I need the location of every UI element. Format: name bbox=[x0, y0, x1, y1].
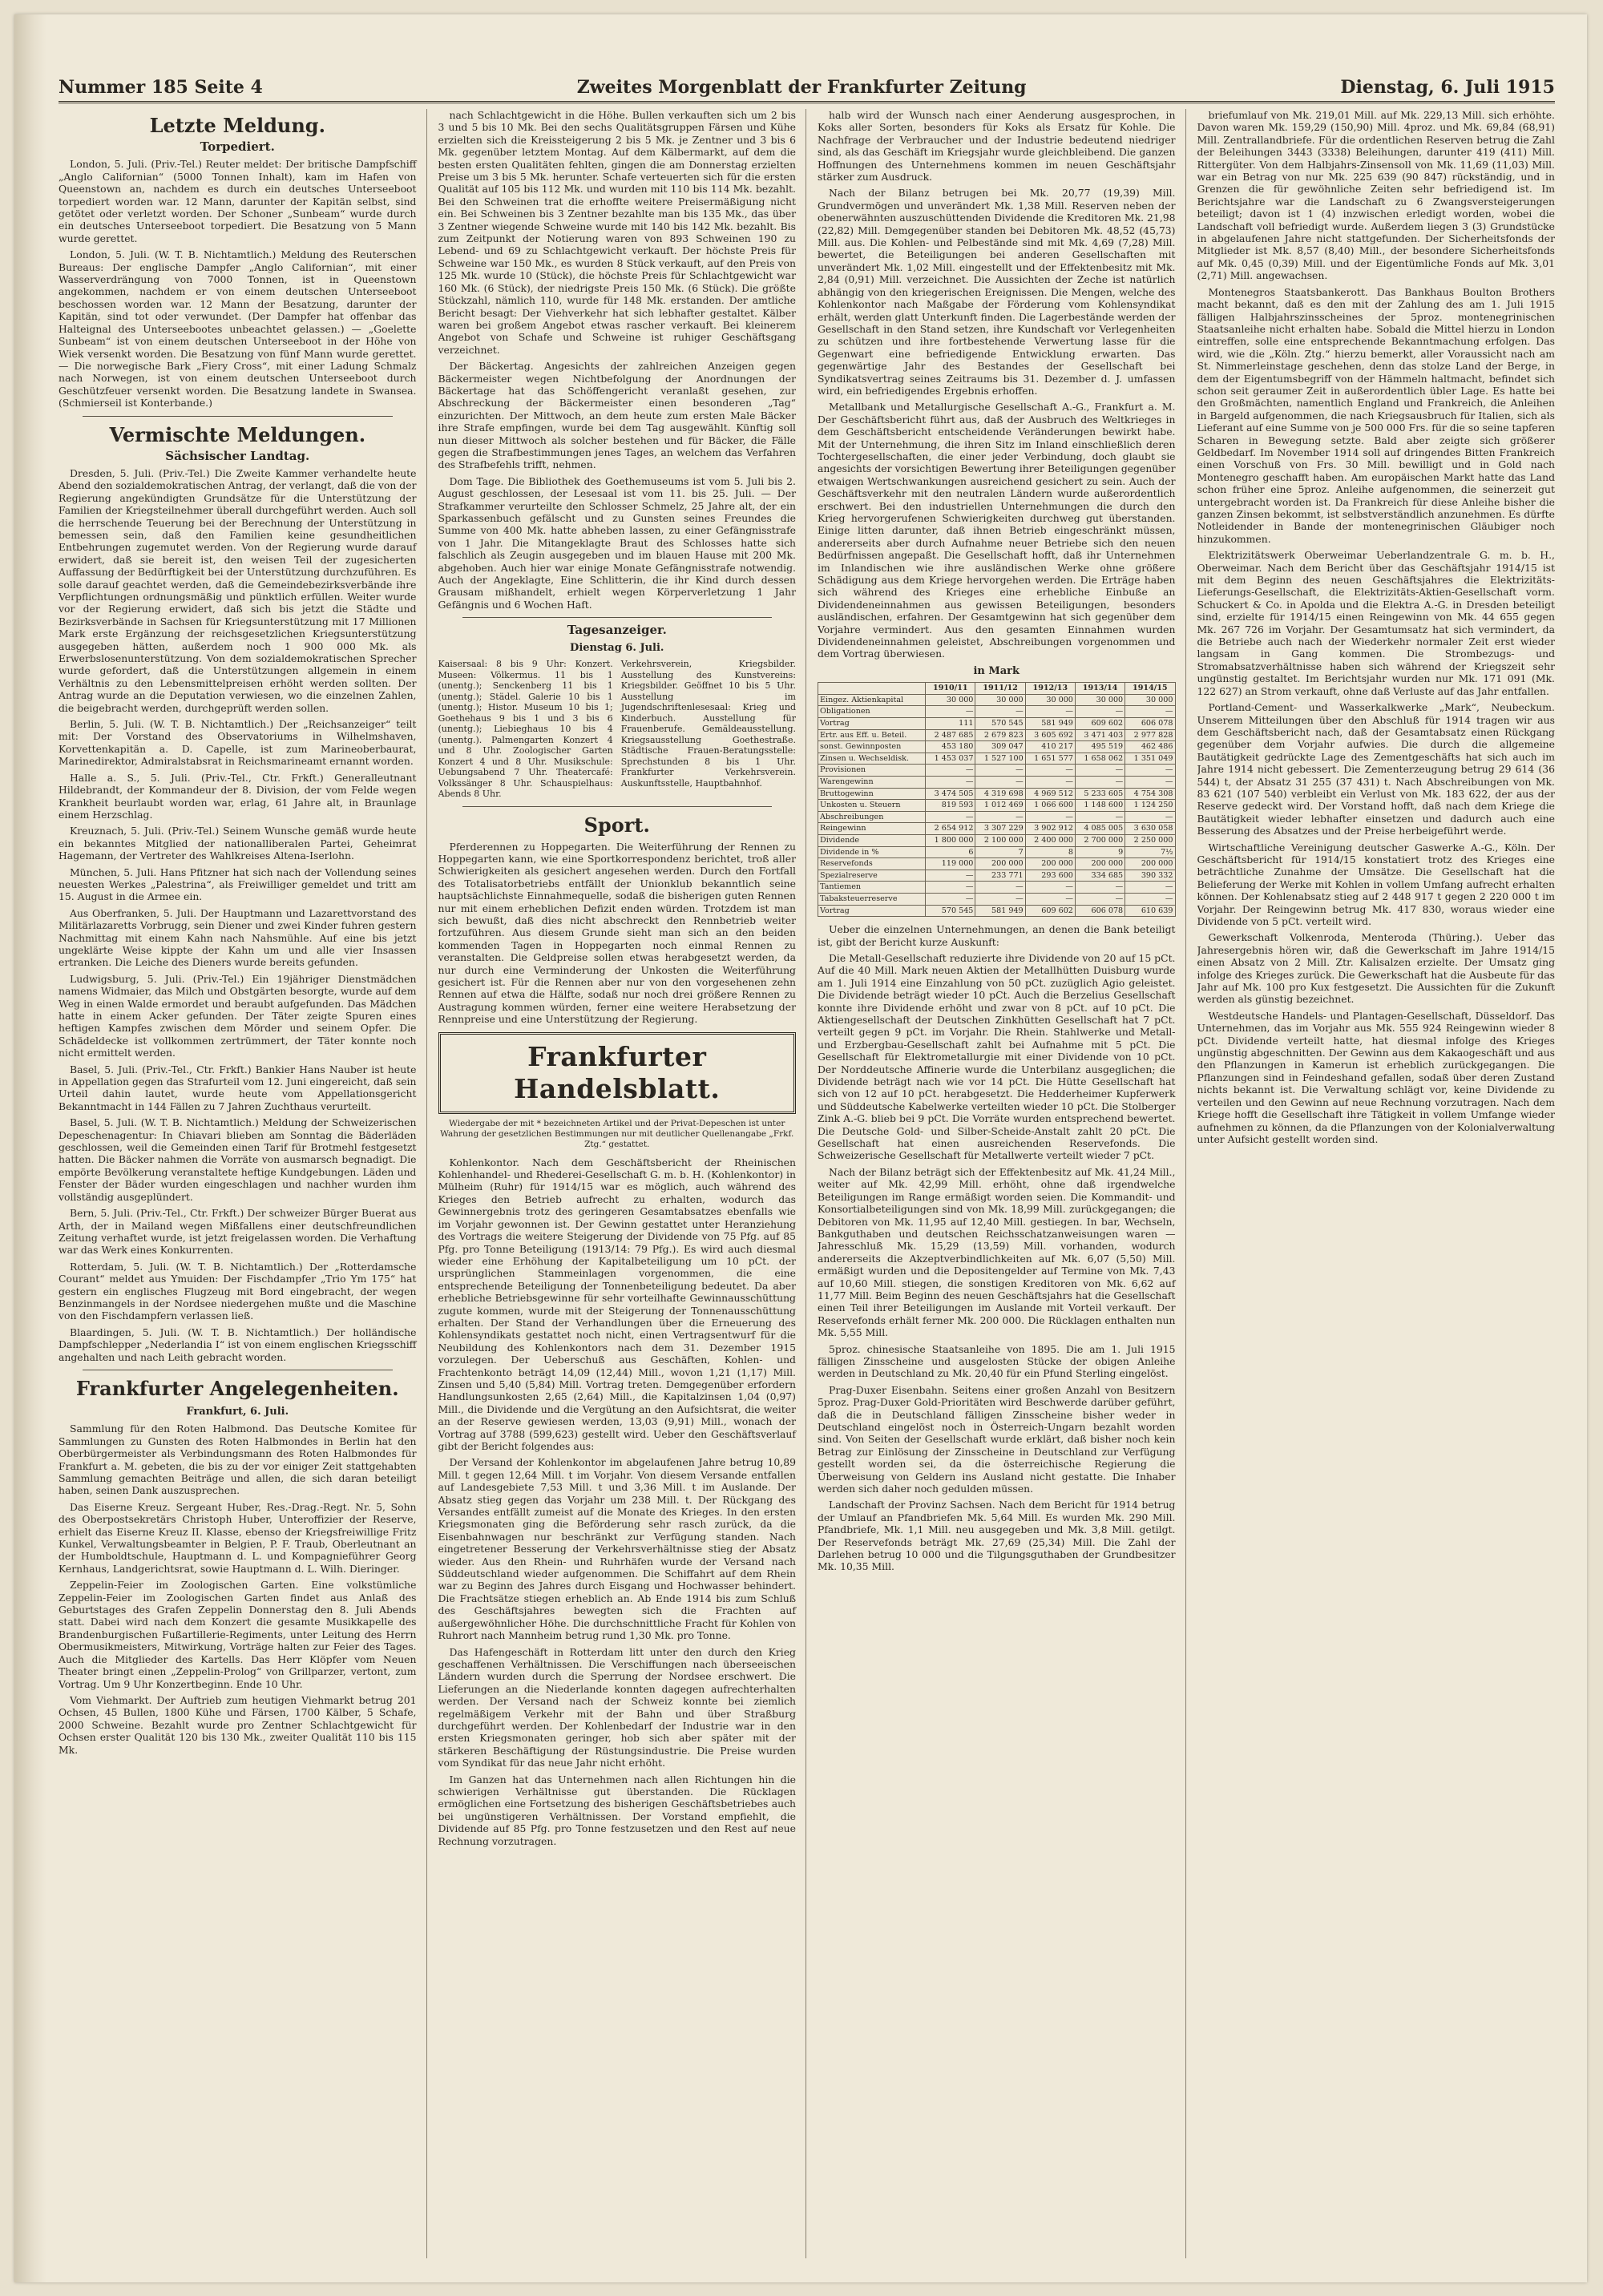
table-cell: 5 233 605 bbox=[1075, 788, 1125, 800]
table-cell: 2 100 000 bbox=[975, 835, 1025, 847]
table-cell: 3 605 692 bbox=[1025, 729, 1075, 741]
page-binding-shadow bbox=[14, 14, 46, 2282]
table-row bbox=[818, 870, 1176, 882]
table-cell: — bbox=[1025, 777, 1075, 789]
article-paragraph: Nach der Bilanz betrugen bei Mk. 20,77 (19,39) Mill. Grundvermögen und unverändert Mk. 1,38 Mill. Reserven neben der obenerwähnten auszuschüttenden Dividende die Kreditoren Mk. 21,98 (22,82) Mill. Demgegenüber standen bei Debitoren Mk. 48,52 (45,73) Mill. aus. Die Kohlen- und Pelbestände sind mit Mk. 4,69 (7,28) Mill. bewertet, die Beteiligungen bei anderen Gesellschaften mit unverändert Mk. 1,02 Mill. eingestellt und der Effektenbesitz mit Mk. 2,84 (0,91) Mill. verzeichnet. Die Aussichten der Zeche ist natürlich abhängig von den kriegerischen Ereignissen. Die Mengen, welche des Kohlenkontor nach Maßgabe der Förderung vom Kohlensyndikat erhält, werden glatt Unterkunft finden. Die Lagerbestände werden der Gesellschaft in den Stand setzen, ihre Kundschaft vor Verlegenheiten zu schützen und ihre fortbestehende Verwertung lasse für die Gegenwart eine befriedigende Entwicklung erwarten. Das gegenwärtige Jahr des Bestandes der Gesellschaft bei Syndikatsvertrag seines Zeitraums bis 31. Dezember d. J. umfassen wird, ein befriedigendes Ergebnis erhoffen. bbox=[818, 187, 1176, 397]
article-paragraph: Kreuznach, 5. Juli. (Priv.-Tel.) Seinem Wunsche gemäß wurde heute ein bekanntes Mitglied der nationalliberalen Partei, Geheimrat Hagemann, der Vertreter des Wahlkreises Altena-Iserlohn. bbox=[59, 825, 417, 862]
table-cell: 200 000 bbox=[975, 858, 1025, 870]
table-row bbox=[818, 846, 1176, 858]
table-cell: 1 800 000 bbox=[926, 835, 975, 847]
table-cell: 4 319 698 bbox=[975, 788, 1025, 800]
table-cell: 293 600 bbox=[1025, 870, 1075, 882]
table-row-label: Tabaksteuerreserve bbox=[818, 893, 926, 905]
table-cell: 570 545 bbox=[926, 905, 975, 917]
column-3 bbox=[818, 109, 1186, 2258]
table-cell: 2 487 685 bbox=[926, 729, 975, 741]
table-row bbox=[818, 858, 1176, 870]
table-header-cell: 1913/14 bbox=[1075, 683, 1125, 695]
article-paragraph: Bern, 5. Juli. (Priv.-Tel., Ctr. Frkft.) Der schweizer Bürger Buerat aus Arth, der in Mailand wegen Mißfallens einer deutschfreundlichen Zeitung verhaftet wurde, ist jetzt freigelassen worden. Die Verhaftung war das Werk eines Konkurrenten. bbox=[59, 1207, 417, 1257]
table-cell: — bbox=[926, 811, 975, 823]
article-paragraph: Gewerkschaft Volkenroda, Menteroda (Thüring.). Ueber das Jahresergebnis hören wir, daß die Gewerkschaft im Jahre 1914/15 einen Absatz von 2 Mill. Ztr. Kalisalzen erzielte. Der Umsatz ging infolge des Krieges zurück. Die Gewerkschaft hat die Ausbeute für das Jahr auf Mk. 100 pro Kux festgesetzt. Die Aussichten für die Zukunft werden als günstig bezeichnet. bbox=[1197, 931, 1555, 1006]
table-cell: — bbox=[1025, 706, 1075, 718]
article-paragraph: London, 5. Juli. (W. T. B. Nichtamtlich.) Meldung des Reuterschen Bureaus: Der englische Dampfer „Anglo Californian“, mit einer Wasserverdrängung von 7000 Tonnen, ist in Queenstown angekommen, nachdem er von einem deutschen Unterseeboot beschossen worden war. 12 Mann der Besatzung, darunter der Kapitän, sind tot oder verwundet. (Der Dampfer hat offenbar das Halteignal des Unterseebootes unbeachtet gelassen.) — „Goelette Sunbeam“ ist von einem deutschen Unterseeboot in der Höhe von Wiek versenkt worden. Die Besatzung von fünf Mann wurde gerettet. — Die norwegische Bark „Fiery Cross“, mit einer Ladung Schmalz nach Norwegen, ist von einem deutschen Unterseeboot durch Geschützfeuer versenkt worden. Die Besatzung landete in Swansea. (Schmierseil ist Konterbande.) bbox=[59, 248, 417, 410]
table-cell: — bbox=[975, 882, 1025, 894]
article-paragraph: Pferderennen zu Hoppegarten. Die Weiterführung der Rennen zu Hoppegarten kann, wie eine Sportkorrespondenz berichtet, troß aller Schwierigkeiten als gesichert angesehen werden. Durch den Fortfall des Totalisatorbetriebs entfällt der Unionklub bekanntlich seine hauptsächlichste Einnahmequelle, sodaß die bisherigen guten Rennen nur mit einem erheblichen Defizit enden würden. Trotzdem ist man sich bewußt, daß dies nicht abschreckt den Rennbetrieb weiter fortzuführen. Aus diesem Grunde sieht man sich an den beiden kommenden Tagen in Hoppegarten noch einmal Rennen zu veranstalten. Die Geldpreise sollen etwas herabgesetzt werden, da nur durch eine Verminderung der Unkosten die Weiterführung gesichert ist. Für die Rennen aber nur von den vorgesehenen zehn Rennen auf etwa die Hälfte, sodaß nur noch drei größere Rennen zu Austragung kommen würden, ferner eine weitere Herabsetzung der Rennpreise und eine Unterstützung der Regierung. bbox=[438, 840, 796, 1026]
article-paragraph: Kohlenkontor. Nach dem Geschäftsbericht der Rheinischen Kohlenhandel- und Rhederei-Gesellschaft G. m. b. H. (Kohlenkontor) in Mülheim (Ruhr) für 1914/15 war es möglich, auch während des Krieges den Betrieb aufrecht zu erhalten, wodurch das Gewinnergebnis trotz des geringeren Gesamtabsatzes ebenfalls wie im Vorjahr gewonnen ist. Der Gewinn gestattet unter Heranziehung des Vortrags die weitere Steigerung der Dividende von 75 Pfg. auf 85 Pfg. pro Tonne Beteiligung (1913/14: 79 Pfg.). Es wird auch diesmal wieder eine Erhöhung der Kapitalbeteiligung um 10 pCt. der ursprünglichen Stammeinlagen vorgenommen, die eine entsprechende Beteiligung der Tonnenbeteiligung bedeutet. Da aber erhebliche Betriebsgewinne für sehr vorteilhafte Gewinnausschüttung zugute kommen, wurde mit der Steigerung der Tonnenausschüttung erhalten. Der Stand der Verhandlungen über die Erneuerung des Kohlensyndikats gestattet noch nicht, einen Vertragsentwurf für die Neubildung des Kohlenkontors nach dem 31. Dezember 1915 vorzulegen. Der Ueberschuß aus Geschäften, Kohlen- und Frachtenkonto beträgt 14,09 (12,44) Mill., wovon 1,21 (1,17) Mill. Zinsen und 5,40 (5,84) Mill. Vortrag treten. Demgegenüber erfordern Handlungsunkosten 2,65 (2,64) Mill., die Kapitalzinsen 1,04 (0,97) Mill., die Dividende und die Vergütung an den Aufsichtsrat, die weiter an der Reserve gewiesen werden, 13,03 (9,91) Mill., wonach der Vortrag auf 3788 (599,623) gestellt wird. Ueber den Geschäftsverlauf gibt der Bericht folgendes aus: bbox=[438, 1156, 796, 1452]
table-cell: — bbox=[975, 777, 1025, 789]
table-cell: — bbox=[1075, 882, 1125, 894]
article-paragraph: 5proz. chinesische Staatsanleihe von 1895. Die am 1. Juli 1915 fälligen Zinsscheine und ausgelosten Stücke der obigen Anleihe werden in Deutschland zu Mk. 20,40 für ein Pfund Sterling eingelöst. bbox=[818, 1342, 1176, 1380]
table-cell: 9 bbox=[1075, 846, 1125, 858]
divider bbox=[462, 806, 773, 807]
table-cell: 1 012 469 bbox=[975, 800, 1025, 812]
article-paragraph: nach Schlachtgewicht in die Höhe. Bullen verkauften sich um 2 bis 3 und 5 bis 10 Mk. Bei den sechs Qualitätsgruppen Färsen und Kühe erzielten sich die Kreissteigerung 2 bis 5 Mk. je Zentner und 3 bis 6 Mk. gegenüber letztem Montag. Auf dem Kälbermarkt, auf dem die besten ersten Qualitäten fehlten, gingen die am Donnerstag erzielten Preise um 3 bis 5 Mk. herunter. Schafe verteuerten sich für die ersten Qualität auf 105 bis 112 Mk. und wurden mit 110 bis 114 Mk. bezahlt. Bei den Schweinen trat die erhoffte weitere Preisermäßigung nicht ein. Bei Schweinen bis 3 Zentner bezahlte man bis 135 Mk., das über 3 Zentner wiegende Schweine wurde mit 140 bis 142 Mk. bezahlt. Bis zum Zeitpunkt der Notierung waren von 893 Schweinen 190 zu Lebend- und 69 zu Schlachtgewicht verkauft. Der höchste Preis für Schweine war 150 Mk., es wurden 8 Stück verkauft, auf den Preis von 125 Mk. wurde 10 (Stück), die höchste Preis für Schlachtgewicht war 160 Mk. (6 Stück), der niedrigste Preis 150 Mk. (6 Stück). Die größte Stückzahl, nämlich 110, wurde für 148 Mk. erstanden. Der amtliche Bericht besagt: Der Viehverkehr hat sich lebhafter gestaltet. Kälber waren bei großem Angebot etwas rascher verkauft. Bei kleinerem Angebot von Schafe und Schweine ist ruhiger Geschäftsgang verzeichnet. bbox=[438, 109, 796, 356]
table-cell: 606 078 bbox=[1125, 718, 1175, 730]
table-cell: 581 949 bbox=[975, 905, 1025, 917]
table-cell: — bbox=[1125, 765, 1175, 777]
table-cell: 570 545 bbox=[975, 718, 1025, 730]
header-masthead: Zweites Morgenblatt der Frankfurter Zeitung bbox=[576, 77, 1027, 98]
table-cell: 606 078 bbox=[1075, 905, 1125, 917]
article-paragraph: Montenegros Staatsbankerott. Das Bankhaus Boulton Brothers macht bekannt, daß es den mit der Zahlung des am 1. Juli 1915 fälligen Halbjahrszinsscheines der 5proz. montenegrinischen Staatsanleihe nicht erhalten habe. Sobald die Mittel hierzu in London eintreffen, solle eine entsprechende Bekanntmachung erfolgen. Das wird, wie die „Köln. Ztg.“ hierzu bemerkt, aller Voraussicht nach am St. Nimmerleinstage geschehen, denn das stolze Land der Berge, in dem der Eigentumsbegriff von der Hämmeln haltmacht, befindet sich schon seit geraumer Zeit in außerordentlich übler Lage. Es hatte bei den Großmächten, namentlich England und Frankreich, die Anleihen in Bargeld aufgenommen, die nach Kriegsausbruch für Italien, sich als Lieferant auf eine Summe von je 500 000 Frs. für die so seine tapferen Scharen in Bewegung setzte. Bald aber zeigte sich größerer Geldbedarf. Im November 1914 soll auf dringendes Bitten Frankreich einen Vorschuß von Frs. 30 Mill. bewilligt und in Gold nach Montenegro geschafft haben. Am europäischen Markt hatte das Land schon früher eine 5proz. Anleihe aufgenommen, die seinerzeit gut untergebracht worden ist. Da Frankreich für diese Anleihe bisher die ganzen Zinsen bekommt, ist selbstverständlich anzunehmen. Es dürfte Notleidender in Bande der montenegrinischen Gläubiger noch hinzukommen. bbox=[1197, 285, 1555, 545]
table-row bbox=[818, 788, 1176, 800]
table-cell: 334 685 bbox=[1075, 870, 1125, 882]
table-cell: — bbox=[1025, 765, 1075, 777]
article-paragraph: Sammlung für den Roten Halbmond. Das Deutsche Komitee für Sammlungen zu Gunsten des Roten Halbmondes in Berlin hat den Oberbürgermeister als Verbindungsmann des Roten Halbmondes für Frankfurt a. M. gebeten, die bis zu der vor einiger Zeit stattgehabten Sammlung gemachten Beiträge und allen, die sich daran beteiligt haben, seinen Dank auszusprechen. bbox=[59, 1422, 417, 1497]
table-cell: 495 519 bbox=[1075, 741, 1125, 753]
table-cell: 233 771 bbox=[975, 870, 1025, 882]
table-cell: 2 977 828 bbox=[1125, 729, 1175, 741]
article-paragraph: Ludwigsburg, 5. Juli. (Priv.-Tel.) Ein 19jähriger Dienstmädchen namens Widmaier, das Milch und Obstgärten besorgte, wurde auf dem Weg in einen Walde ermordet und beraubt aufgefunden. Das Mädchen hatte in einem Acker gefunden. Der Täter zeigte Spuren eines heftigen Kampfes zwischen dem Mörder und seinem Opfer. Die Schädeldecke ist vollkommen zertrümmert, der Täter konnte noch nicht ermittelt werden. bbox=[59, 972, 417, 1059]
table-row-label: Reingewinn bbox=[818, 823, 926, 835]
table-cell: 462 486 bbox=[1125, 741, 1175, 753]
table-cell: 200 000 bbox=[1125, 858, 1175, 870]
table-cell: 1 651 577 bbox=[1025, 753, 1075, 765]
article-paragraph: Basel, 5. Juli. (Priv.-Tel., Ctr. Frkft.) Bankier Hans Nauber ist heute in Appellation gegen das Strafurteil vom 12. Juni eingereicht, daß sein Urteil dahin lautet, wurde heute vom Appellationsgericht Bekanntmacht in 144 Fällen zu 7 Jahren Zuchthaus verurteilt. bbox=[59, 1063, 417, 1112]
table-header-cell: 1911/12 bbox=[975, 683, 1025, 695]
article-paragraph: Dom Tage. Die Bibliothek des Goethemuseums ist vom 5. Juli bis 2. August geschlossen, der Lesesaal ist vom 11. bis 25. Juli. — Der Strafkammer verurteilte den Schlosser Schmelz, 25 Jahre alt, der ein Sparkassenbuch gefälscht und zu Gunsten seines Freundes die Summe von 400 Mk. hatte abheben lassen, zu einer Gefängnisstrafe von 1 Jahr. Die Mitangeklagte Braut des Schlosses hatte sich falschlich als Zeugin ausgegeben und im blauen Hause mit 200 Mk. abgehoben. Auch hier war einige Monate Gefängnisstrafe notwendig. Auch der Angeklagte, Eine Schlitterin, die ihr Kind durch dessen Grausam mißhandelt, erhielt wegen Körperverletzung 1 Jahr Gefängnis und 6 Wochen Haft. bbox=[438, 474, 796, 611]
table-cell: — bbox=[1125, 777, 1175, 789]
column-4 bbox=[1197, 109, 1556, 2258]
section-banner-handelsblatt: Frankfurter Handelsblatt. bbox=[438, 1032, 797, 1114]
header-page-number: Nummer 185 Seite 4 bbox=[59, 77, 263, 98]
table-cell: 1 351 049 bbox=[1125, 753, 1175, 765]
table-row-label: Abschreibungen bbox=[818, 811, 926, 823]
article-paragraph: Portland-Cement- und Wasserkalkwerke „Mark“, Neubeckum. Unserem Mitteilungen über den Abschluß für 1914 tragen wir aus dem Geschäftsbericht nach, daß der Gesamtabsatz einen Rückgang gegenüber dem Vorjahr aufwies. Die durch die allgemeine Bautätigkeit gedrückte Lage des Zementgeschäfts hat sich auch im Jahre 1914 nicht gebessert. Die Zementerzeugung betrug 29 614 (36 544) t, der Absatz 31 255 (37 431) t. Nach Abschreibungen von Mk. 83 621 (107 540) verbleibt ein Verlust von Mk. 183 622, der aus der Reserve gedeckt wird. Der Vorstand hofft, daß nach dem Kriege die Bautätigkeit wieder lebhafter einsetzen und dadurch auch eine Besserung des Absatzes und der Preise herbeigeführt werde. bbox=[1197, 701, 1555, 837]
article-paragraph: briefumlauf von Mk. 219,01 Mill. auf Mk. 229,13 Mill. sich erhöhte. Davon waren Mk. 159,29 (150,90) Mill. 4proz. und Mk. 69,84 (68,91) Mill. Zentrallandbriefe. Für die ordentlichen Reserven betrug die Zahl der Beleihungen 3443 (3338) Beleihungen, darunter 419 (411) Mill. Rittergüter. Von dem Halbjahrs-Zinsensoll von Mk. 11,69 (11,03) Mill. war ein Betrag von nur Mk. 225 639 (90 847) rückständig, und in Grenzen die für gewöhnliche Zeiten sehr befriedigend ist. Im Berichtsjahre war die Landschaft zu 6 Zwangsversteigerungen beteiligt; davon ist 1 (4) inzwischen erledigt worden, wobei die Landschaft voll befriedigt wurde. Außerdem liegen 3 (3) Grundstücke in abgelaufenen Jahre nicht stattgefunden. Der Sicherheitsfonds der Mitglieder ist Mk. 8,57 (8,40) Mill., der besondere Sicherheitsfonds auf Mk. 0,45 (0,39) Mill. und der Eigentümliche Fonds auf Mk. 3,01 (2,71) Mill. angewachsen. bbox=[1197, 109, 1555, 282]
table-cell: 1 658 062 bbox=[1075, 753, 1125, 765]
table-row-label: Warengewinn bbox=[818, 777, 926, 789]
article-paragraph: Ueber die einzelnen Unternehmungen, an denen die Bank beteiligt ist, gibt der Bericht kurze Auskunft: bbox=[818, 923, 1176, 948]
article-paragraph: Im Ganzen hat das Unternehmen nach allen Richtungen hin die schwierigen Verhältnisse gut überstanden. Die Rücklagen ermöglichen eine Fortsetzung des bisherigen Geschäftsbetriebes auch bei ungünstigeren Verhältnissen. Der Vorstand empfiehlt, die Dividende auf 85 Pfg. pro Tonne festzusetzen und den Rest auf neue Rechnung vorzutragen. bbox=[438, 1773, 796, 1847]
article-paragraph: Westdeutsche Handels- und Plantagen-Gesellschaft, Düsseldorf. Das Unternehmen, das im Vorjahr aus Mk. 555 924 Reingewinn wieder 8 pCt. Dividende verteilt hatte, hat diesmal infolge des Krieges ungünstig abgeschnitten. Der Gewinn aus dem Kakaogeschäft und aus den Pflanzungen in Kamerun ist erheblich zurückgegangen. Die Pflanzungen sind in Feindeshand gefallen, sodaß über deren Zustand nichts bekannt ist. Die Verwaltung schlägt vor, keine Dividende zu verteilen und den Gewinn auf neue Rechnung vorzutragen. Nach dem Kriege hofft die Gesellschaft ihre Tätigkeit in vollem Umfange wieder aufnehmen zu können, da die Pflanzungen von der Kolonialverwaltung unter Aufsicht gestellt worden sind. bbox=[1197, 1009, 1555, 1145]
table-cell: — bbox=[1075, 765, 1125, 777]
article-paragraph: Berlin, 5. Juli. (W. T. B. Nichtamtlich.) Der „Reichsanzeiger“ teilt mit: Der Vorstand des Observatoriums in Wilhelmshaven, Korvettenkapitän a. D. Capelle, ist zum Marineoberbaurat, Marinedirektor, Admiralstabsrat in Reichsmarineamt ernannt worden. bbox=[59, 718, 417, 768]
table-cell: 4 969 512 bbox=[1025, 788, 1075, 800]
article-paragraph: Dresden, 5. Juli. (Priv.-Tel.) Die Zweite Kammer verhandelte heute Abend den sozialdemokratischen Antrag, der verlangt, daß die von der Regierung angekündigten Grundsätze für die Unterstützung der Familien der Kriegsteilnehmer überall durchgeführt werden. Auch soll die herrschende Teuerung bei der Berechnung der Unterstützung in bemessen sein, daß den Familien keine gesundheitlichen Entbehrungen zugemutet werden. Von der Regierung wurde darauf erwidert, daß sie bereit ist, den weisen Teil der zugesicherten Auffassung der Bedürftigkeit bei der Unterstützung durchzuführen. Es solle darauf geachtet werden, daß die Gemeindebezirksverbände ihre Verpflichtungen ordnungsmäßig und pünktlich erfüllen. Weiter wurde vor der Regierung erwidert, daß sich bis jetzt die Städte und Bezirksverbände in Sachsen für Kriegsunterstützung mit 17 Millionen Mark erste Ergänzung der reichsgesetzlichen Kriegsunterstützung ausgegeben hätten, außerdem noch 1 900 000 Mk. als Erwerbslosenunterstützung. Von dem sozialdemokratischen Sprecher wurde gefordert, daß die Unterstützungen allgemein in einem Verhältnis zu den Lebensmittelpreisen erhöht werden sollten. Der Antrag wurde an die Deputation verwiesen, wo die einzelnen Zahlen, die beigebracht werden, durchgeprüft werden sollen. bbox=[59, 466, 417, 714]
table-cell: 410 217 bbox=[1025, 741, 1075, 753]
article-paragraph: Landschaft der Provinz Sachsen. Nach dem Bericht für 1914 betrug der Umlauf an Pfandbriefen Mk. 5,64 Mill. Es wurden Mk. 290 Mill. Pfandbriefe, Mk. 1,1 Mill. neu ausgegeben und Mk. 3,8 Mill. getilgt. Der Reservefonds beträgt Mk. 27,69 (25,34) Mill. Die Zahl der Darlehen betrug 10 000 und die Tilgungsguthaben der Grundbesitzer Mk. 10,35 Mill. bbox=[818, 1499, 1176, 1573]
table-cell: 581 949 bbox=[1025, 718, 1075, 730]
article-paragraph: Der Bäckertag. Angesichts der zahlreichen Anzeigen gegen Bäckermeister wegen Nichtbefolgung der Anordnungen der Bäckertage hat das Schöffengericht veranlaßt gesehen, zur Abschreckung der Bäckermeister einen besonderen „Tag“ einzurichten. Der Mittwoch, an dem heute zum ersten Male Bäcker ihre Strafe empfingen, wurde bei dem Tag ausgewählt. Künftig soll nun dieser Mittwoch als solcher bestehen und für Bäcker, die Fälle gegen die Strafbestimmungen jenes Tages, an welchem das Verfahren des Strafbefehls trifft, nehmen. bbox=[438, 360, 796, 471]
table-row-label: Provisionen bbox=[818, 765, 926, 777]
table-cell: 2 654 912 bbox=[926, 823, 975, 835]
table-cell: — bbox=[1075, 777, 1125, 789]
table-row bbox=[818, 811, 1176, 823]
table-row bbox=[818, 765, 1176, 777]
table-cell: 119 000 bbox=[926, 858, 975, 870]
table-cell: 3 307 229 bbox=[975, 823, 1025, 835]
table-cell: 2 700 000 bbox=[1075, 835, 1125, 847]
section-title-vermischte-meldungen: Vermischte Meldungen. bbox=[109, 422, 366, 446]
article-paragraph: Metallbank und Metallurgische Gesellschaft A.-G., Frankfurt a. M. Der Geschäftsbericht führt aus, daß der Ausbruch des Weltkrieges in dem Geschäftsbericht entscheidende Veränderungen bewirkt habe. Mit der Unternehmung, die ihren Sitz im Inland einschließlich deren Tochtergesellschaften, die einer jeder Verbindung, doch glaubt sie angesichts der vorsichtigen Bewertung ihrer Beteiligungen gegenüber etwaigen Wertschwankungen ausreichend gesichert zu sein. Auch der Geschäftsverkehr mit den neutralen Ländern wurde außerordentlich erschwert. Bei den industriellen Unternehmungen die durch den Krieg hervorgerufenen Schwierigkeiten durchweg gut überstanden. Einige litten darunter, daß ihnen Betrieb eingeschränkt müssen, andererseits aber durch Aufnahme neuer Betriebe sich den neuen Bedürfnissen angepaßt. Die Gesellschaft hofft, daß ihr Unternehmen im Inlandischen wie ihre ausländischen Werke ohne größere Schädigung aus dem Kriege hervorgehen werden. Die Erträge haben sich während des Krieges eine erhebliche Einbuße an Dividendeneinnahmen aus gewissen Beteiligungen, besonders ausländischen, erfahren. Der Gesamtgewinn hat sich gegenüber dem Vorjahre vermindert. Aus den gesamten Einnahmen wurden Dividendeneinnahmen geleistet, Abschreibungen vorgenommen und dem Vortrag überwiesen. bbox=[818, 401, 1176, 660]
article-paragraph: Basel, 5. Juli. (W. T. B. Nichtamtlich.) Meldung der Schweizerischen Depeschenagentur: In Chiavari blieben am Sonntag die Bäderläden geschlossen, weil die Gemeinden einen Tarif für Brotmehl festgesetzt hatten. Die Bäcker nahmen die Vorräte von ausmarsch begnadigt. Die empörte Bevölkerung veranstaltete heftige Kundgebungen. Läden und Fenster der Bäder wurden eingeschlagen und nachher wurden ihm vollständig ausgeplündert. bbox=[59, 1116, 417, 1203]
article-paragraph: Rotterdam, 5. Juli. (W. T. B. Nichtamtlich.) Der „Rotterdamsche Courant“ meldet aus Ymuiden: Der Fischdampfer „Trio Ym 175“ hat gestern ein englisches Flugzeug mit Bord eingebracht, der wegen Benzinmangels in der Nordsee niedergehen mußte und die Maschine von den Fischdampfern verlassen ließ. bbox=[59, 1260, 417, 1322]
table-header-cell: 1910/11 bbox=[926, 683, 975, 695]
table-row-label: Unkosten u. Steuern bbox=[818, 800, 926, 812]
table-cell: — bbox=[926, 893, 975, 905]
table-header-cell bbox=[818, 683, 926, 695]
divider bbox=[83, 416, 393, 417]
table-cell: 8 bbox=[1025, 846, 1075, 858]
calendar-listing-left: Kaisersaal: 8 bis 9 Uhr: Konzert. Museen: Völkermus. 11 bis 1 (unentg.); Senckenberg 11 bis 1 (unentg.); Städel. Galerie 10 bis 1 (unentg.); Histor. Museum 10 bis 1; Goethehaus 9 bis 1 und 3 bis 6 (unentg.); Liebieghaus 10 bis 4 (unentg.). Palmengarten Konzert 4 und 8 Uhr. Zoologischer Garten Konzert 4 und 8 Uhr. Musikschule: Uebungsabend 7 Uhr. Theatercafé: Volkssänger 8 Uhr. Schauspielhaus: Abends 8 Uhr. bbox=[438, 659, 613, 800]
table-row bbox=[818, 777, 1176, 789]
table-cell: 2 679 823 bbox=[975, 729, 1025, 741]
table-cell: 609 602 bbox=[1025, 905, 1075, 917]
table-cell: 200 000 bbox=[1075, 858, 1125, 870]
table-cell: — bbox=[975, 765, 1025, 777]
table-cell: 4 754 308 bbox=[1125, 788, 1175, 800]
calendar-listing bbox=[438, 659, 797, 800]
table-cell: 3 471 403 bbox=[1075, 729, 1125, 741]
table-row-label: Bruttogewinn bbox=[818, 788, 926, 800]
column-1 bbox=[59, 109, 427, 2258]
calendar-listing-right: Verkehrsverein, Kriegsbilder. Ausstellung des Kunstvereins: Kriegsbilder. Geöffnet 10 bis 5 Uhr. Ausstellung im Jugendschriftenlesesaal: Krieg und Kinderbuch. Ausstellung für Frauenberufe. Gemäldeausstellung. Kriegsausstellung Goethestraße. Städtische Frauen-Beratungsstelle: Sprechstunden 8 bis 1 Uhr. Frankfurter Verkehrsverein. Auskunftsstelle, Hauptbahnhof. bbox=[620, 659, 796, 789]
subsection-title-landtag: Sächsischer Landtag. bbox=[165, 448, 310, 463]
table-cell: — bbox=[926, 882, 975, 894]
article-paragraph: halb wird der Wunsch nach einer Aenderung ausgesprochen, in Koks aller Sorten, besonders für Koks als Ersatz für Kohle. Die Nachfrage der Verbraucher und der Industrie bedeutend niedriger sind, als das Geschäft im Kriegsjahr wurde gleichbleibend. Die ganzen Hoffnungen des Unternehmens kommen im neuen Geschäftsjahr stärker zum Ausdruck. bbox=[818, 109, 1176, 184]
table-row-label: Reservefonds bbox=[818, 858, 926, 870]
article-paragraph: Elektrizitätswerk Oberweimar Ueberlandzentrale G. m. b. H., Oberweimar. Nach dem Bericht über das Geschäftsjahr 1914/15 ist mit dem Beginn des neuen Geschäftsjahres die Elektrizitäts-Lieferungs-Gesellschaft, die Elektrizitäts-Aktien-Gesellschaft vorm. Schuckert & Co. in Apolda und die Elektra A.-G. in Dresden beteiligt sind, erzielte für 1914/15 einen Reingewinn von Mk. 44 655 gegen Mk. 267 726 im Vorjahr. Der Gesamtumsatz hat sich vermindert, da die Betriebe auch nach der Wiederkehr normaler Zeit erst wieder langsam in Gang kommen. Die Strombezugs- und Stromabsatzverhältnisse haben sich während der Kriegszeit sehr ungünstig gestaltet. Im Berichtsjahr wurden nur Mk. 171 091 (Mk. 122 627) an Strom verkauft, ohne daß Verluste auf das Jahr entfallen. bbox=[1197, 549, 1555, 697]
table-cell: — bbox=[1025, 882, 1075, 894]
table-cell: 30 000 bbox=[1075, 694, 1125, 706]
table-cell: — bbox=[926, 706, 975, 718]
table-cell: 30 000 bbox=[926, 694, 975, 706]
header-date: Dienstag, 6. Juli 1915 bbox=[1340, 77, 1555, 98]
table-cell: — bbox=[975, 893, 1025, 905]
financial-table bbox=[818, 682, 1176, 917]
table-cell: 6 bbox=[926, 846, 975, 858]
table-row-label: Zinsen u. Wechseldisk. bbox=[818, 753, 926, 765]
table-cell: 3 902 912 bbox=[1025, 823, 1075, 835]
article-paragraph: Der Versand der Kohlenkontor im abgelaufenen Jahre betrug 10,89 Mill. t gegen 12,64 Mill. t im Vorjahr. Von diesem Versande entfallen auf Landesgebiete 7,53 Mill. t und 3,36 Mill. t im Auslande. Der Absatz stieg gegen das Vorjahr um 238 Mill. t. Der Rückgang des Versandes entfällt zumeist auf die Monate des Krieges. In den ersten Kriegsmonaten ging die Beförderung sehr rasch zurück, da die Eisenbahnwagen nur beschränkt zur Verfügung standen. Nach eingetretener Besserung der Verkehrsverhältnisse stieg der Absatz wieder. Aus den Rhein- und Ruhrhäfen wurde der Versand nach Süddeutschland wieder aufgenommen. Die Schiffahrt auf dem Rhein war zu Beginn des Jahres durch Eisgang und Hochwasser behindert. Die Frachtsätze stiegen erheblich an. Ab Ende 1914 bis zum Schluß des Geschäftsjahres bewegten sich die Frachten auf außergewöhnlicher Höhe. Die durchschnittliche Fracht für Kohlen von Ruhrort nach Mannheim betrug rund 1,30 Mk. pro Tonne. bbox=[438, 1456, 796, 1642]
table-cell: — bbox=[1075, 893, 1125, 905]
dateline: Frankfurt, 6. Juli. bbox=[186, 1405, 289, 1418]
table-cell: — bbox=[1125, 811, 1175, 823]
table-row bbox=[818, 753, 1176, 765]
table-cell: 30 000 bbox=[975, 694, 1025, 706]
table-cell: 390 332 bbox=[1125, 870, 1175, 882]
table-cell: 30 000 bbox=[1025, 694, 1075, 706]
table-cell: 3 630 058 bbox=[1125, 823, 1175, 835]
table-cell: — bbox=[1125, 882, 1175, 894]
table-cell: 2 400 000 bbox=[1025, 835, 1075, 847]
table-cell: 610 639 bbox=[1125, 905, 1175, 917]
table-cell: — bbox=[1075, 706, 1125, 718]
article-paragraph: München, 5. Juli. Hans Pfitzner hat sich nach der Vollendung seines neuesten Werkes „Palestrina“, als Freiwilliger gemeldet und tritt am 15. August in die Armee ein. bbox=[59, 866, 417, 903]
table-row-label: Dividende bbox=[818, 835, 926, 847]
article-paragraph: Das Eiserne Kreuz. Sergeant Huber, Res.-Drag.-Regt. Nr. 5, Sohn des Oberpostsekretärs Christoph Huber, Unteroffizier der Reserve, erhielt das Eiserne Kreuz II. Klasse, ebenso der Kriegsfreiwillige Fritz Kunkel, Verwaltungsbeamter in Belgien, P. F. Traub, Oberleutnant an der Humboldtschule, Hauptmann d. L. und Kompagnieführer Georg Kernhaus, Landgerichtsrat, sowie Hauptmann d. L. Wilh. Dieringer. bbox=[59, 1500, 417, 1575]
table-row bbox=[818, 718, 1176, 730]
table-header-cell: 1914/15 bbox=[1125, 683, 1175, 695]
table-cell: — bbox=[1025, 893, 1075, 905]
article-paragraph: London, 5. Juli. (Priv.-Tel.) Reuter meldet: Der britische Dampfschiff „Anglo Californian“ (5000 Tonnen Inhalt), kam im Hafen von Queenstown an, nachdem es durch ein deutsches Unterseeboot torpediert worden war. 12 Mann, darunter der Kapitän selbst, sind getötet oder verletzt worden. Der Schoner „Sunbeam“ wurde durch ein deutsches Unterseeboot torpediert. Die Besatzung von 5 Mann wurde gerettet. bbox=[59, 158, 417, 244]
table-cell: 2 250 000 bbox=[1125, 835, 1175, 847]
table-cell: 1 066 600 bbox=[1025, 800, 1075, 812]
article-paragraph: Wirtschaftliche Vereinigung deutscher Gaswerke A.-G., Köln. Der Geschäftsbericht für 1914/15 konstatiert trotz des Krieges eine beträchtliche Zunahme der Umsätze. Die Gesellschaft hat die Belieferung der Werke mit Kohlen in vollem Umfang aufrecht erhalten können. Der Kohlenabsatz stieg auf 2 448 917 t gegen 2 220 000 t im Vorjahr. Der Reingewinn betrug Mk. 417 830, woraus wieder eine Dividende von 5 pCt. verteilt wird. bbox=[1197, 841, 1555, 927]
table-cell: 1 124 250 bbox=[1125, 800, 1175, 812]
table-cell: — bbox=[1075, 811, 1125, 823]
subsection-title-torpediert: Torpediert. bbox=[200, 139, 275, 154]
section-title-sport: Sport. bbox=[583, 813, 650, 837]
table-row-label: Obligationen bbox=[818, 706, 926, 718]
table-row-label: sonst. Gewinnposten bbox=[818, 741, 926, 753]
table-cell: 111 bbox=[926, 718, 975, 730]
table-cell: 453 180 bbox=[926, 741, 975, 753]
table-cell: 819 593 bbox=[926, 800, 975, 812]
column-2 bbox=[438, 109, 807, 2258]
table-header-row bbox=[818, 683, 1176, 695]
table-cell: — bbox=[1025, 811, 1075, 823]
table-row bbox=[818, 835, 1176, 847]
page-header bbox=[59, 63, 1555, 103]
table-cell: — bbox=[1125, 706, 1175, 718]
table-row bbox=[818, 893, 1176, 905]
table-row bbox=[818, 706, 1176, 718]
table-cell: — bbox=[975, 811, 1025, 823]
banner-note: Wiedergabe der mit * bezeichneten Artikel und der Privat-Depeschen ist unter Wahrung der gesetzlichen Bestimmungen nur mit deutlicher Quellenangabe „Frkf. Ztg.“ gestattet. bbox=[440, 1118, 794, 1149]
article-paragraph: Zeppelin-Feier im Zoologischen Garten. Eine volkstümliche Zeppelin-Feier im Zoologischen Garten findet aus Anlaß des Geburtstages des Grafen Zeppelin Donnerstag den 8. Juli Abends statt. Dabei wird nach dem Konzert die gesamte Musikkapelle des Brandenburgischen Fußartillerie-Regiments, unter Leitung des Herrn Obermusikmeisters, Mitwirkung, Vorträge halten zur Feier des Tages. Auch die Mitglieder des Kartells. Das Herr Klöpfer vom Neuen Theater bringt einen „Zeppelin-Prolog“ von Grillparzer, vertont, zum Vortrag. Um 9 Uhr Konzertbeginn. Ende 10 Uhr. bbox=[59, 1579, 417, 1690]
table-row-label: Ertr. aus Eff. u. Beteil. bbox=[818, 729, 926, 741]
article-paragraph: Das Hafengeschäft in Rotterdam litt unter den durch den Krieg geschaffenen Verhältnissen. Die Verschiffungen nach überseeischen Ländern wurden durch die Sperrung der Nordsee erschwert. Die Lieferungen an die Niederlande konnten dagegen aufrechterhalten werden. Der Versand nach der Schweiz konnte bei ziemlich regelmäßigem Verkehr mit der Bahn und über Straßburg durchgeführt werden. Der Kohlenbedarf der Industrie war in den ersten Kriegsmonaten geringer, hob sich aber später mit der stärkeren Beschäftigung der Rüstungsindustrie. Die Preise wurden vom Syndikat für das neue Jahr nicht erhöht. bbox=[438, 1645, 796, 1769]
table-row-label: Dividende in % bbox=[818, 846, 926, 858]
article-paragraph: Nach der Bilanz beträgt sich der Effektenbesitz auf Mk. 41,24 Mill., weiter auf Mk. 42,99 Mill. erhöht, ohne daß irgendwelche Beteiligungen im Range ermäßigt worden seien. Die Kommandit- und Konsortialbeteiligungen sind von Mk. 18,99 Mill. zurückgegangen; die Debitoren von Mk. 11,95 auf 12,40 Mill. gestiegen. In bar, Wechseln, Bankguthaben und deutschen Reichsschatzanweisungen waren — Jahresschluß Mk. 15,29 (13,59) Mill. vorhanden, wodurch andererseits die Akzeptverbindlichkeiten auf Mk. 6,07 (5,50) Mill. ermäßigt wurden und die Depositengelder auf Termine von Mk. 7,43 auf 10,60 Mill. stiegen, die sonstigen Kreditoren von Mk. 6,62 auf 11,77 Mill. Beim Beginn des neuen Geschäftsjahrs hat die Gesellschaft einen Teil ihrer Beteiligungen im Auslande mit Vorteil verkauft. Der Reservefonds erhält ferner Mk. 200 000. Die Rücklagen enthalten nun Mk. 5,55 Mill. bbox=[818, 1165, 1176, 1339]
table-cell: 1 453 037 bbox=[926, 753, 975, 765]
section-title-frankfurter-angelegenheiten: Frankfurter Angelegenheiten. bbox=[75, 1376, 399, 1400]
table-cell: 3 474 505 bbox=[926, 788, 975, 800]
article-paragraph: Blaardingen, 5. Juli. (W. T. B. Nichtamtlich.) Der holländische Dampfschlepper „Nederlandia I“ ist von einem englischen Kriegsschiff angehalten und nach Leith gebracht worden. bbox=[59, 1326, 417, 1363]
article-paragraph: Aus Oberfranken, 5. Juli. Der Hauptmann und Lazarettvorstand des Militärlazaretts Vorbrugg, sein Diener und zwei Kinder fuhren gestern Nachmittag mit einem Kahn nach Nahsmühle. Auf eine bis jetzt ungeklärte Weise kippte der Kahn um und alle vier Insassen ertranken. Die Leiche des Dieners wurde bereits gefunden. bbox=[59, 906, 417, 969]
table-caption: in Mark bbox=[973, 664, 1020, 677]
table-cell: — bbox=[975, 706, 1025, 718]
table-cell: 1 527 100 bbox=[975, 753, 1025, 765]
table-cell: 200 000 bbox=[1025, 858, 1075, 870]
calendar-title: Tagesanzeiger. bbox=[567, 623, 667, 638]
table-cell: 7½ bbox=[1125, 846, 1175, 858]
table-row bbox=[818, 823, 1176, 835]
table-cell: 4 085 005 bbox=[1075, 823, 1125, 835]
table-row bbox=[818, 741, 1176, 753]
table-row-label: Tantiemen bbox=[818, 882, 926, 894]
table-cell: — bbox=[1125, 893, 1175, 905]
table-cell: 1 148 600 bbox=[1075, 800, 1125, 812]
divider bbox=[462, 617, 773, 618]
table-row-label: Spezialreserve bbox=[818, 870, 926, 882]
table-cell: — bbox=[926, 777, 975, 789]
article-paragraph: Prag-Duxer Eisenbahn. Seitens einer großen Anzahl von Besitzern 5proz. Prag-Duxer Gold-Prioritäten wird Beschwerde darüber geführt, daß die in Deutschland fälligen Zinsscheine bisher weder in Deutschland eingelöst noch in Österreich-Ungarn bezahlt worden sind. Von Seiten der Gesellschaft wurde erklärt, daß bisher noch kein Betrag zur Einlösung der Zinsscheine in Deutschland zur Verfügung gestellt worden sei, da die österreichische Regierung die Überweisung von Geldern ins Ausland nicht gestatte. Die Inhaber werden sich daher noch gedulden müssen. bbox=[818, 1383, 1176, 1495]
article-paragraph: Die Metall-Gesellschaft reduzierte ihre Dividende von 20 auf 15 pCt. Auf die 40 Mill. Mark neuen Aktien der Metallhütten Duisburg wurde am 1. Juli 1914 eine Einzahlung von 50 pCt. zuzüglich Agio geleistet. Die Dividende beträgt wieder 10 pCt. Auch die Berzelius Gesellschaft konnte ihre Dividende erhöht und zwar von 8 pCt. auf 10 pCt. Die Aktiengesellschaft der Deutschen Zinkhütten Gesellschaft hat 7 pCt. verteilt gegen 9 pCt. im Vorjahr. Die Rhein. Stahlwerke und Metall- und Erzbergbau-Gesellschaft zahlt bei Aufnahme mit 5 pCt. Die Gesellschaft für Elektrometallurgie mit einer Dividende von 10 pCt. Der Norddeutsche Affinerie wurde die Unterbilanz ausgeglichen; die Dividende beträgt nach wie vor 14 pCt. Die Hütte Gesellschaft hat sich von 12 auf 10 pCt. herabgesetzt. Die Hedderheimer Kupferwerk und Süddeutsche Kabelwerke verteilten wieder 10 pCt. Die Stolberger Zink A.-G. blieb bei 9 pCt. Die Vorräte wurden entsprechend bewertet. Die Deutsche Gold- und Silber-Scheide-Anstalt zahlt 20 pCt. Die Gesellschaft hat einen ausreichenden Reservefonds. Die Schweizerische Gesellschaft für Metallwerte verteilt wieder 7 pCt. bbox=[818, 951, 1176, 1162]
article-paragraph: Vom Viehmarkt. Der Auftrieb zum heutigen Viehmarkt betrug 201 Ochsen, 45 Bullen, 1800 Kühe und Färsen, 1700 Kälber, 5 Schafe, 2000 Schweine. Bezahlt wurde pro Zentner Schlachtgewicht für Ochsen erster Qualität 120 bis 130 Mk., zweiter Qualität 110 bis 115 Mk. bbox=[59, 1693, 417, 1756]
table-cell: — bbox=[926, 870, 975, 882]
table-row bbox=[818, 729, 1176, 741]
table-body bbox=[818, 694, 1176, 916]
table-row-label: Vortrag bbox=[818, 718, 926, 730]
table-row bbox=[818, 882, 1176, 894]
table-header-cell: 1912/13 bbox=[1025, 683, 1075, 695]
table-cell: 30 000 bbox=[1125, 694, 1175, 706]
table-cell: — bbox=[926, 765, 975, 777]
table-row bbox=[818, 905, 1176, 917]
table-cell: 7 bbox=[975, 846, 1025, 858]
columns bbox=[59, 109, 1555, 2258]
calendar-date: Dienstag 6. Juli. bbox=[570, 641, 664, 654]
table-cell: 609 602 bbox=[1075, 718, 1125, 730]
table-row-label: Eingez. Aktienkapital bbox=[818, 694, 926, 706]
table-row-label: Vortrag bbox=[818, 905, 926, 917]
table-row bbox=[818, 800, 1176, 812]
table-row bbox=[818, 694, 1176, 706]
section-title-letzte-meldung: Letzte Meldung. bbox=[149, 114, 325, 137]
article-paragraph: Halle a. S., 5. Juli. (Priv.-Tel., Ctr. Frkft.) Generalleutnant Hildebrandt, der Kommandeur der 8. Division, der vom Felde wegen Krankheit beurlaubt worden war, erlag, 61 Jahre alt, in Braunlage einem Herzschlag. bbox=[59, 771, 417, 821]
newspaper-page bbox=[14, 14, 1587, 2282]
table-cell: 309 047 bbox=[975, 741, 1025, 753]
